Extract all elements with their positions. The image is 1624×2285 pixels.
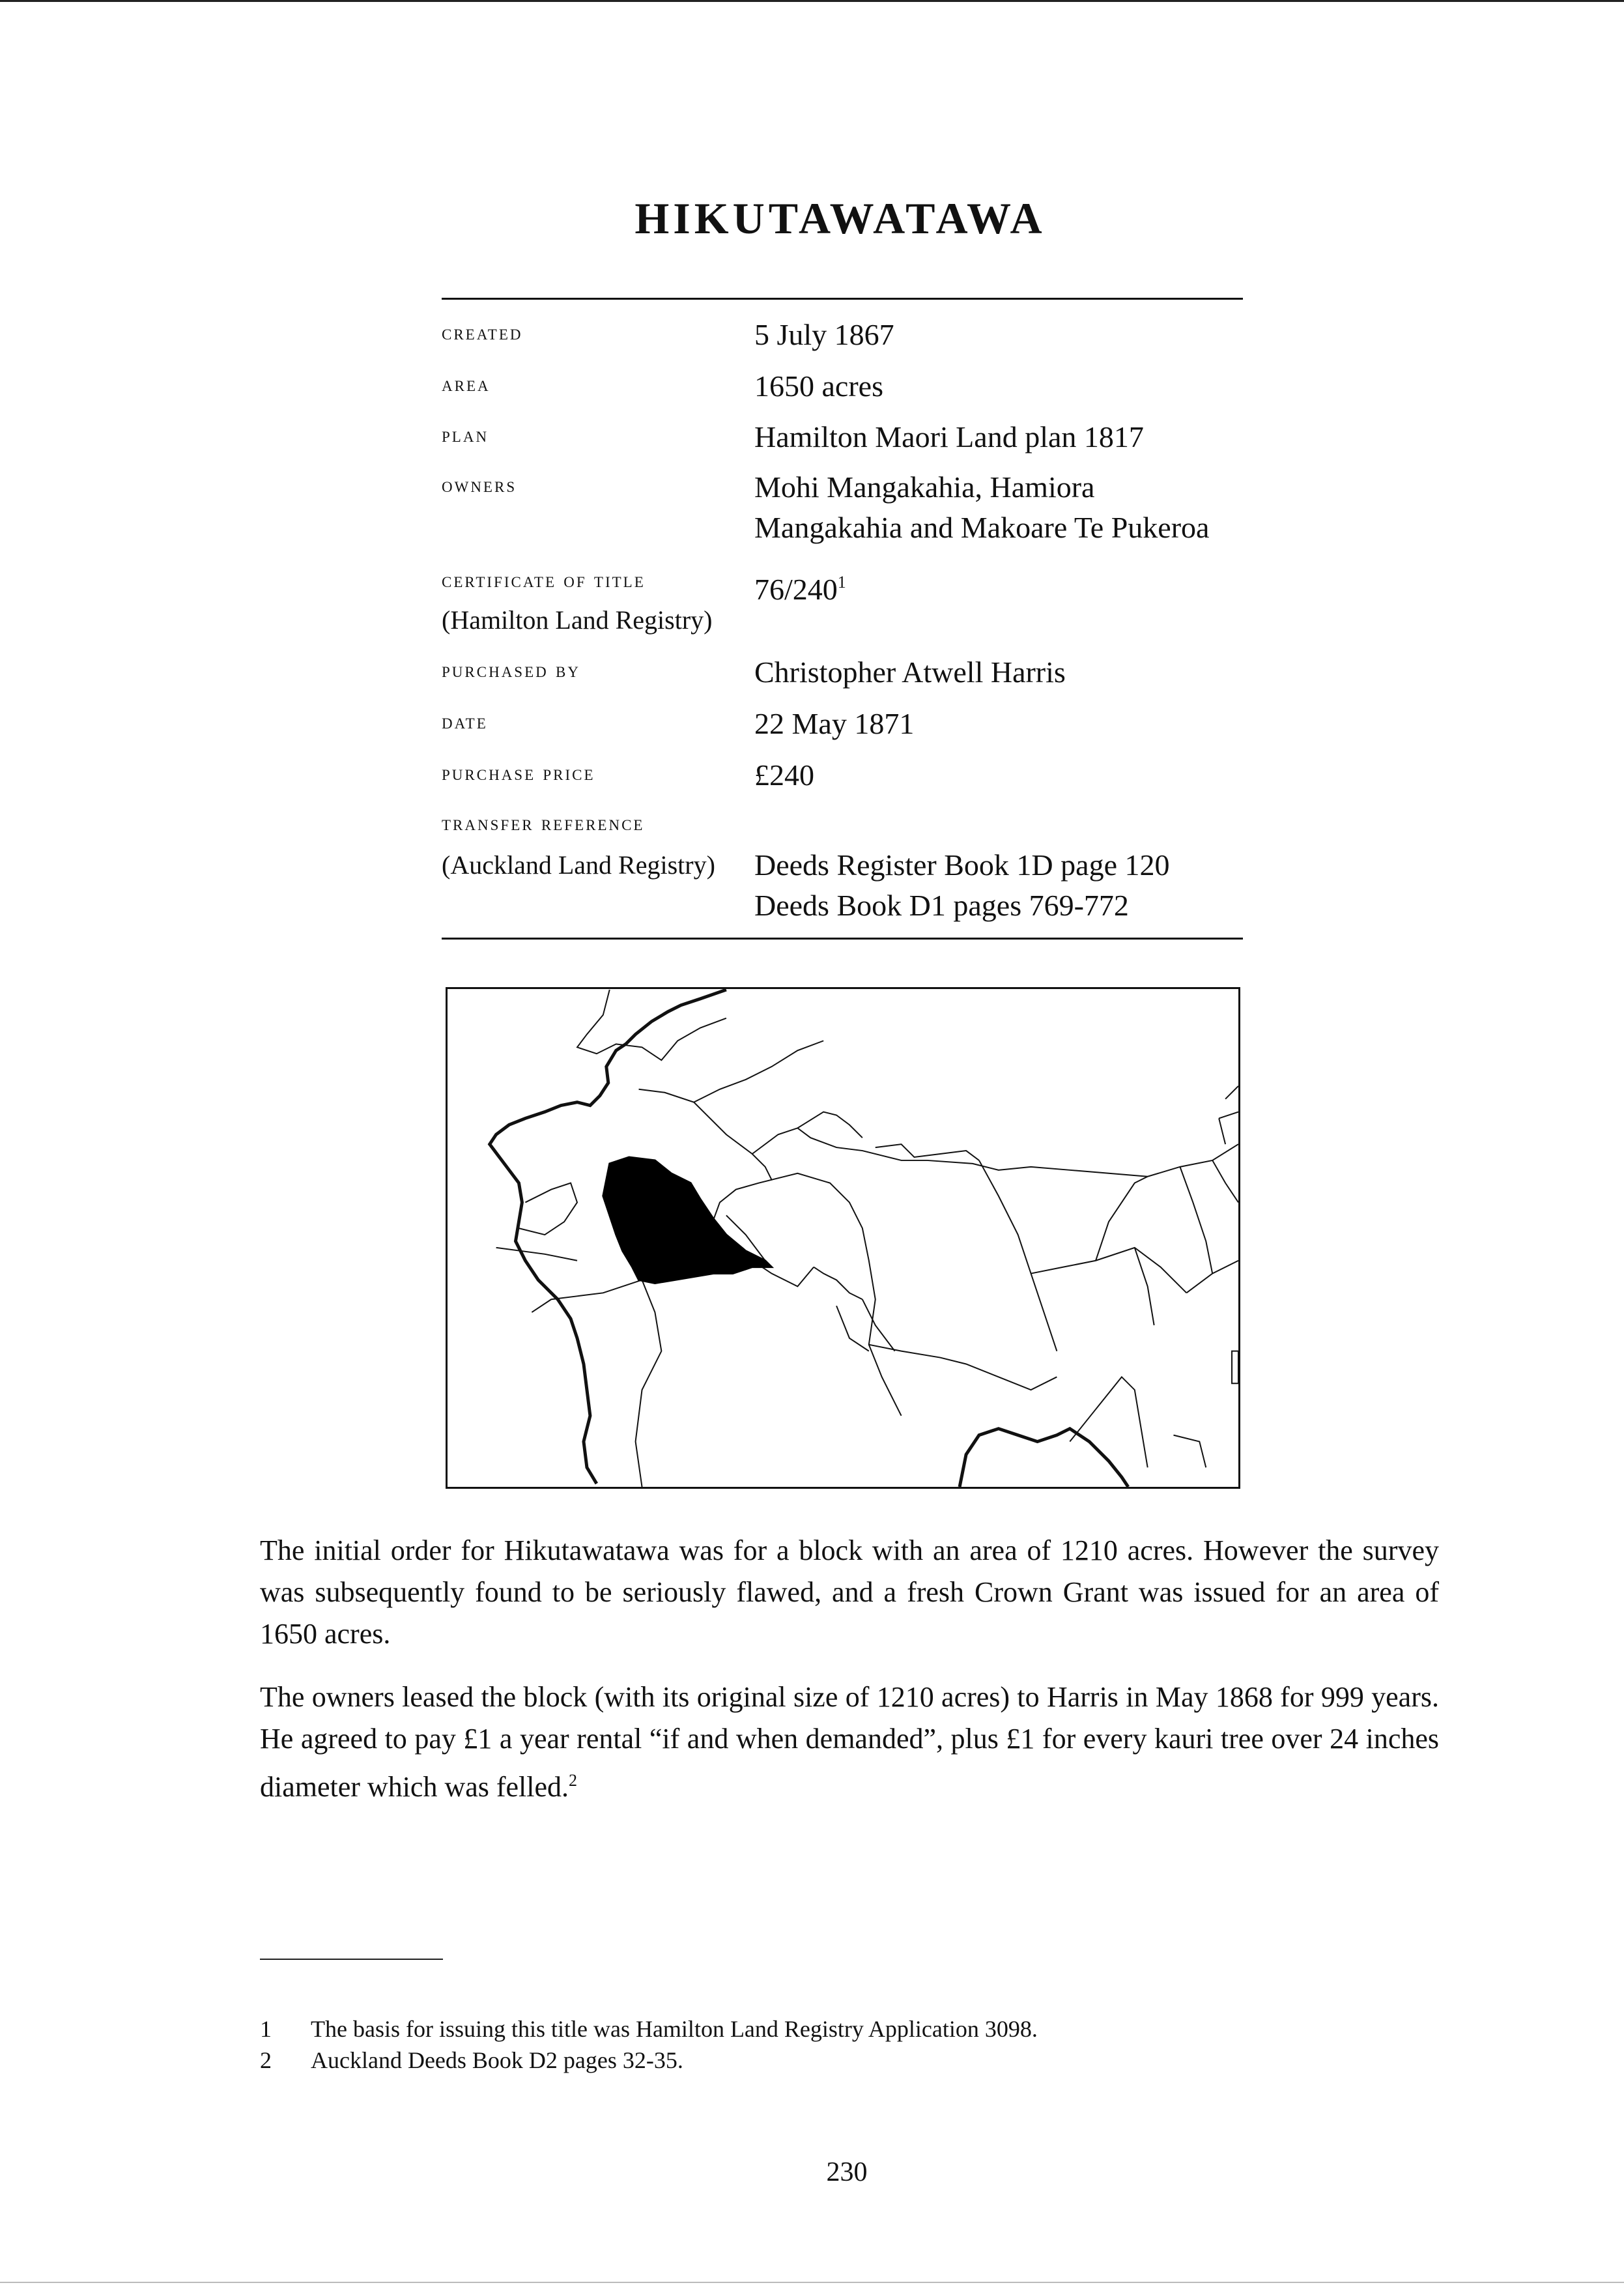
detail-value: Mangakahia and Makoare Te Pukeroa xyxy=(754,511,1210,544)
page-number: 230 xyxy=(826,2157,868,2187)
footnote-text: Auckland Deeds Book D2 pages 32-35. xyxy=(311,2047,683,2073)
paragraph-text: The owners leased the block (with its original size of 1210 acres) to Harris in May 1868 for 999 years. He agreed to pay £1 a year rental “if and when demanded”, plus £1 for every kauri tree over 24 inches diameter which was felled. xyxy=(260,1681,1439,1803)
detail-label: created xyxy=(442,321,523,345)
location-map xyxy=(446,987,1240,1489)
detail-value: Mohi Mangakahia, Hamiora xyxy=(754,470,1095,504)
detail-label: transfer reference xyxy=(442,812,645,835)
detail-value: Hamilton Maori Land plan 1817 xyxy=(754,420,1144,453)
detail-value: 1650 acres xyxy=(754,369,883,403)
detail-label: purchase price xyxy=(442,762,595,785)
detail-value xyxy=(754,562,846,611)
details-bottom-rule xyxy=(442,938,1243,940)
detail-value: Deeds Book D1 pages 769-772 xyxy=(754,889,1129,922)
detail-sublabel: (Auckland Land Registry) xyxy=(442,850,715,880)
body-paragraph-2 xyxy=(260,1676,1439,1808)
detail-label: area xyxy=(442,373,491,396)
detail-label: certificate of title xyxy=(442,569,646,592)
page-title: HIKUTAWATAWA xyxy=(634,194,1046,243)
detail-sublabel: (Hamilton Land Registry) xyxy=(442,605,713,635)
detail-label: purchased by xyxy=(442,659,580,682)
detail-value: 22 May 1871 xyxy=(754,707,915,740)
footnote-ref: 2 xyxy=(569,1771,578,1790)
footnote-separator xyxy=(260,1959,443,1960)
certificate-number: 76/240 xyxy=(754,573,838,606)
top-edge-rule xyxy=(0,0,1624,2)
detail-label: owners xyxy=(442,474,517,497)
detail-value: Christopher Atwell Harris xyxy=(754,655,1066,689)
bottom-edge-rule xyxy=(0,2282,1624,2283)
detail-value: Deeds Register Book 1D page 120 xyxy=(754,848,1170,882)
detail-value: 5 July 1867 xyxy=(754,318,894,351)
hikutawatawa-block xyxy=(603,1157,772,1283)
footnote-ref: 1 xyxy=(837,573,846,592)
map-drawing xyxy=(448,989,1238,1487)
detail-label: plan xyxy=(442,424,489,447)
footnote-number: 1 xyxy=(260,2016,272,2042)
details-top-rule xyxy=(442,298,1243,300)
detail-label: date xyxy=(442,710,488,734)
body-paragraph-1: The initial order for Hikutawatawa was for a block with an area of 1210 acres. However the survey was subsequently found to be seriously flawed, and a fresh Crown Grant was issued for an area of 1650 acres. xyxy=(260,1534,1439,1650)
footnote-number: 2 xyxy=(260,2047,272,2073)
footnote-text: The basis for issuing this title was Hamilton Land Registry Application 3098. xyxy=(311,2016,1038,2042)
detail-value: £240 xyxy=(754,758,814,792)
